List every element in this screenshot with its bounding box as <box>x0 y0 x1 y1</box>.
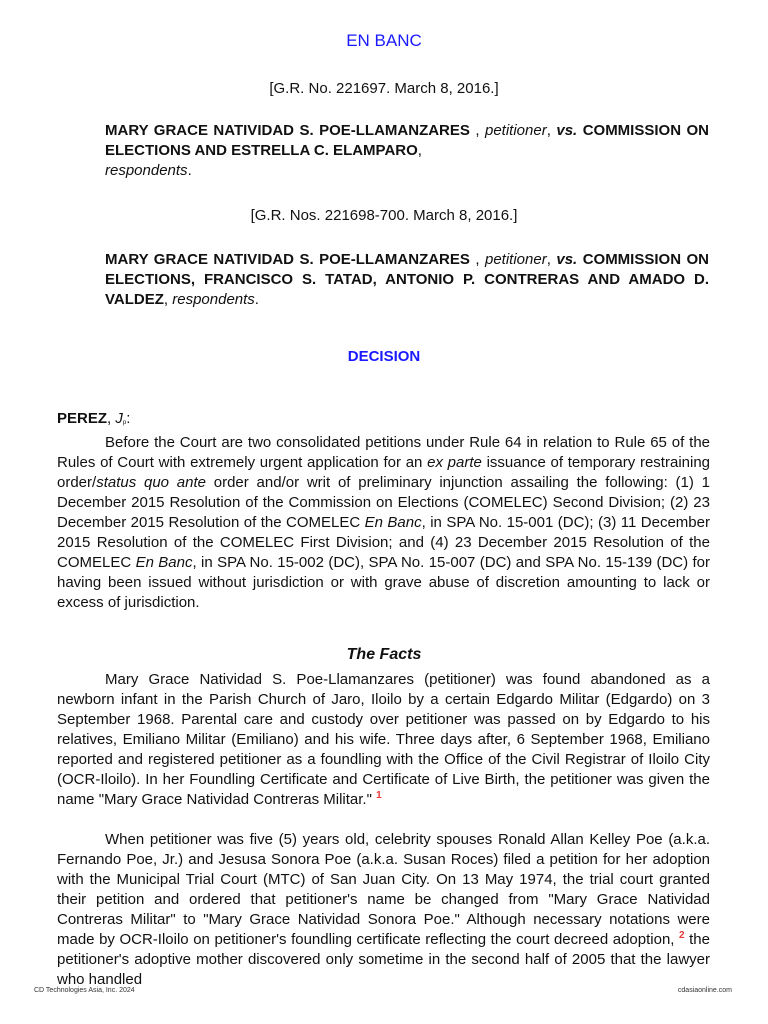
ponente-title: J <box>115 410 123 427</box>
case2-gr-number: [G.R. Nos. 221698-700. March 8, 2016.] <box>250 207 518 224</box>
footer-publisher: CD Technologies Asia, Inc. 2024 <box>34 987 135 994</box>
footer-website: cdasiaonline.com <box>677 987 732 994</box>
facts-p2-text-a: When petitioner was five (5) years old, celebrity spouses Ronald Allan Kelley Poe (a.k.a. Fernando Poe, Jr.) and Jesusa Sonora Poe (a.k.a. Susan Roces) filed a petition for her adoption with the Municipal Trial Court (MTC) of San Juan City. On 13 May 1974, the trial court granted their petition and ordered that petitioner's name be changed from "Mary Grace Natividad Contreras Militar" to "Mary Grace Natividad Sonora Poe." Although necessary notations were made by OCR-Iloilo on petitioner's foundling certificate reflecting the court decreed adoption, <box>57 831 710 948</box>
case2-caption: MARY GRACE NATIVIDAD S. POE-LLAMANZARES , petitioner, vs. COMMISSION ON ELECTIONS, FRANCISCO S. TATAD, ANTONIO P. CONTRERAS AND AMADO D. VALDEZ, respondents. <box>105 251 709 308</box>
ponente-sub: p <box>122 420 127 426</box>
intro-italic-en-banc-1: En Banc <box>364 514 422 531</box>
intro-paragraph <box>57 433 710 613</box>
facts-heading: The Facts <box>346 646 422 663</box>
facts-paragraph-1 <box>57 670 710 810</box>
intro-text-5: , in SPA No. 15-002 (DC), SPA No. 15-007 (DC) and SPA No. 15-139 (DC) for having been issued without jurisdiction or with grave abuse of discretion amounting to lack or excess of jurisdiction. <box>57 554 710 611</box>
footnote-2-link[interactable]: 2 <box>679 930 685 941</box>
case1-respondent-names: COMMISSION ON ELECTIONS AND ESTRELLA C. ELAMPARO <box>105 122 709 159</box>
case2-respondent-role: respondents <box>172 291 255 308</box>
case2-respondent-names: COMMISSION ON ELECTIONS, FRANCISCO S. TATAD, ANTONIO P. CONTRERAS AND AMADO D. VALDEZ <box>105 251 709 308</box>
intro-text-4: , in SPA No. 15-001 (DC); (3) 11 December 2015 Resolution of the COMELEC First Division; and (4) 23 December 2015 Resolution of the COMELEC <box>57 514 710 571</box>
case1-petitioner-name: MARY GRACE NATIVIDAD S. POE-LLAMANZARES <box>105 122 470 139</box>
case2-petitioner-name: MARY GRACE NATIVIDAD S. POE-LLAMANZARES <box>105 251 470 268</box>
facts-paragraph-2 <box>57 830 710 990</box>
case1-vs: vs. <box>556 122 578 139</box>
case2-petitioner-role: petitioner <box>485 251 547 268</box>
ponente-line: PEREZ, $J_p$: <box>57 410 131 427</box>
intro-italic-en-banc-2: En Banc <box>135 554 193 571</box>
intro-text-3: order and/or writ of preliminary injunction assailing the following: (1) 1 December 2015 Resolution of the Commission on Elections (COMELEC) Second Division; (2) 23 December 2015 Resolution of the COMELEC <box>57 474 711 531</box>
intro-italic-ex-parte: ex parte <box>427 454 482 471</box>
decision-heading: DECISION <box>347 348 421 365</box>
intro-italic-status-quo: status quo ante <box>96 474 206 491</box>
facts-p2-text-b: the petitioner's adoptive mother discovered only sometime in the second half of 2005 that the lawyer who handled <box>57 931 710 988</box>
case1-respondent-role: respondents <box>105 162 188 179</box>
facts-p1-text: Mary Grace Natividad S. Poe-Llamanzares (petitioner) was found abandoned as a newborn infant in the Parish Church of Jaro, Iloilo by a certain Edgardo Militar (Edgardo) on 3 September 1968. Parental care and custody over petitioner was passed on by Edgardo to his relatives, Emiliano Militar (Emiliano) and his wife. Three days after, 6 September 1968, Emiliano reported and registered petitioner as a foundling with the Office of the Civil Registrar of Iloilo City (OCR-Iloilo). In her Foundling Certificate and Certificate of Live Birth, the petitioner was given the name "Mary Grace Natividad Contreras Militar." <box>57 671 710 808</box>
case1-gr-number: [G.R. No. 221697. March 8, 2016.] <box>269 80 499 97</box>
case2-vs: vs. <box>556 251 578 268</box>
intro-text-2: issuance of temporary restraining order/ <box>57 454 711 491</box>
footnote-1-link[interactable]: 1 <box>376 790 382 801</box>
intro-text-1: Before the Court are two consolidated petitions under Rule 64 in relation to Rule 65 of the Rules of Court with extremely urgent application for an <box>57 434 710 471</box>
ponente-name: PEREZ <box>57 410 108 427</box>
case1-caption: MARY GRACE NATIVIDAD S. POE-LLAMANZARES , petitioner, vs. COMMISSION ON ELECTIONS AND ESTRELLA C. ELAMPARO, respondents. <box>105 122 709 179</box>
case1-petitioner-role: petitioner <box>485 122 547 139</box>
division-title: EN BANC <box>346 31 422 50</box>
